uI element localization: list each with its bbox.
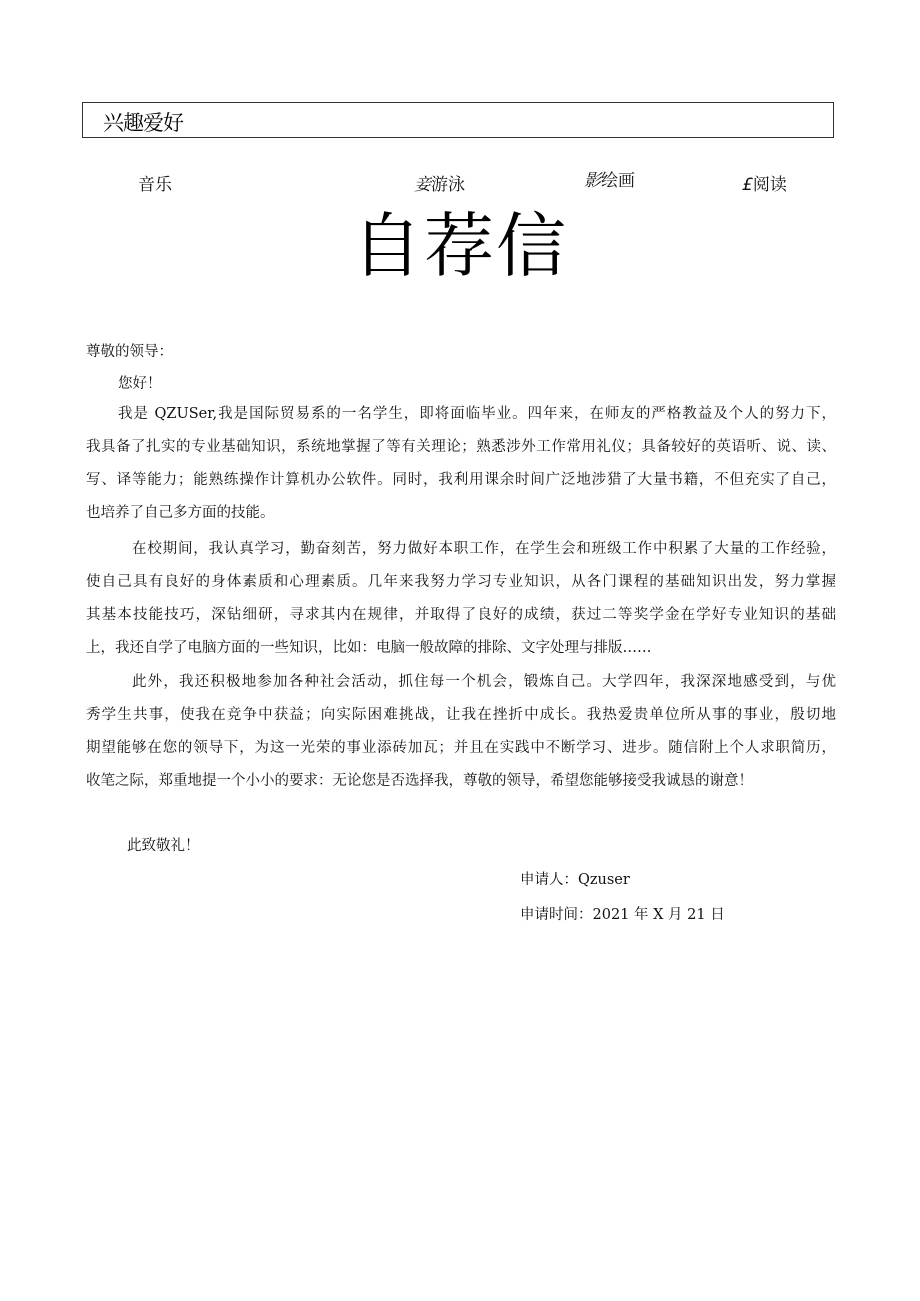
paragraph-3-line-1: 此外，我还积极地参加各种社会活动，抓住每一个机会，锻炼自己。大学四年，我深深地感受到，与优	[132, 674, 836, 690]
paragraph-2-line-2: 使自己具有良好的身体素质和心理素质。几年来我努力学习专业知识，从各门课程的基础知识出发，努力掌握	[86, 574, 836, 590]
paragraph-1-line-2: 我具备了扎实的专业基础知识，系统地掌握了等有关理论；熟悉涉外工作常用礼仪；具备较好的英语听、说、读、	[86, 439, 836, 455]
greeting: 您好！	[118, 376, 162, 392]
paragraph-3-line-4: 收笔之际，郑重地提一个小小的要求：无论您是否选择我，尊敬的领导，希望您能够接受我诚恳的谢意！	[86, 773, 753, 789]
hobby-reading-label: 阅读	[752, 175, 787, 195]
section-header-box	[82, 102, 834, 138]
paragraph-2-line-3: 其基本技能技巧，深钻细研，寻求其内在规律，并取得了良好的成绩，获过二等奖学金在学好专业知识的基础	[86, 607, 836, 623]
hobby-painting	[584, 166, 635, 191]
paragraph-1-line-1: 我是 QZUSer,我是国际贸易系的一名学生，即将面临毕业。四年来，在师友的严格教益及个人的努力下，	[118, 406, 836, 422]
hobby-painting-label: 绘画	[601, 171, 635, 191]
application-date: 申请时间：2021 年 X 月 21 日	[520, 907, 725, 923]
hobby-swimming-label: 游泳	[431, 175, 465, 195]
swimming-icon: 妾	[414, 175, 431, 195]
paragraph-2-line-4: 上，我还自学了电脑方面的一些知识，比如：电脑一般故障的排除、文字处理与排版……	[86, 640, 652, 656]
hobby-music-label: 音乐	[138, 175, 172, 195]
paragraph-1-line-4: 也培养了自己多方面的技能。	[86, 505, 275, 521]
paragraph-2-line-1: 在校期间，我认真学习，勤奋刻苦，努力做好本职工作，在学生会和班级工作中积累了大量的工作经验，	[132, 541, 836, 557]
paragraph-1-line-3: 写、译等能力；能熟练操作计算机办公软件。同时，我利用课余时间广泛地涉猎了大量书籍，不但充实了自己，	[86, 472, 836, 488]
letter-title: 自荐信	[352, 205, 568, 287]
paragraph-3-line-3: 期望能够在您的领导下，为这一光荣的事业添砖加瓦；并且在实践中不断学习、进步。随信附上个人求职简历，	[86, 740, 836, 756]
closing: 此致敬礼！	[127, 838, 200, 854]
reading-icon: £	[742, 175, 753, 195]
paragraph-3-line-2: 秀学生共事，使我在竞争中获益；向实际困难挑战，让我在挫折中成长。我热爱贵单位所从事的事业，殷切地	[86, 707, 836, 723]
section-title: 兴趣爱好	[103, 111, 183, 135]
applicant: 申请人：Qzuser	[520, 872, 630, 888]
painting-icon: 影	[584, 171, 601, 191]
salutation: 尊敬的领导：	[86, 344, 173, 360]
